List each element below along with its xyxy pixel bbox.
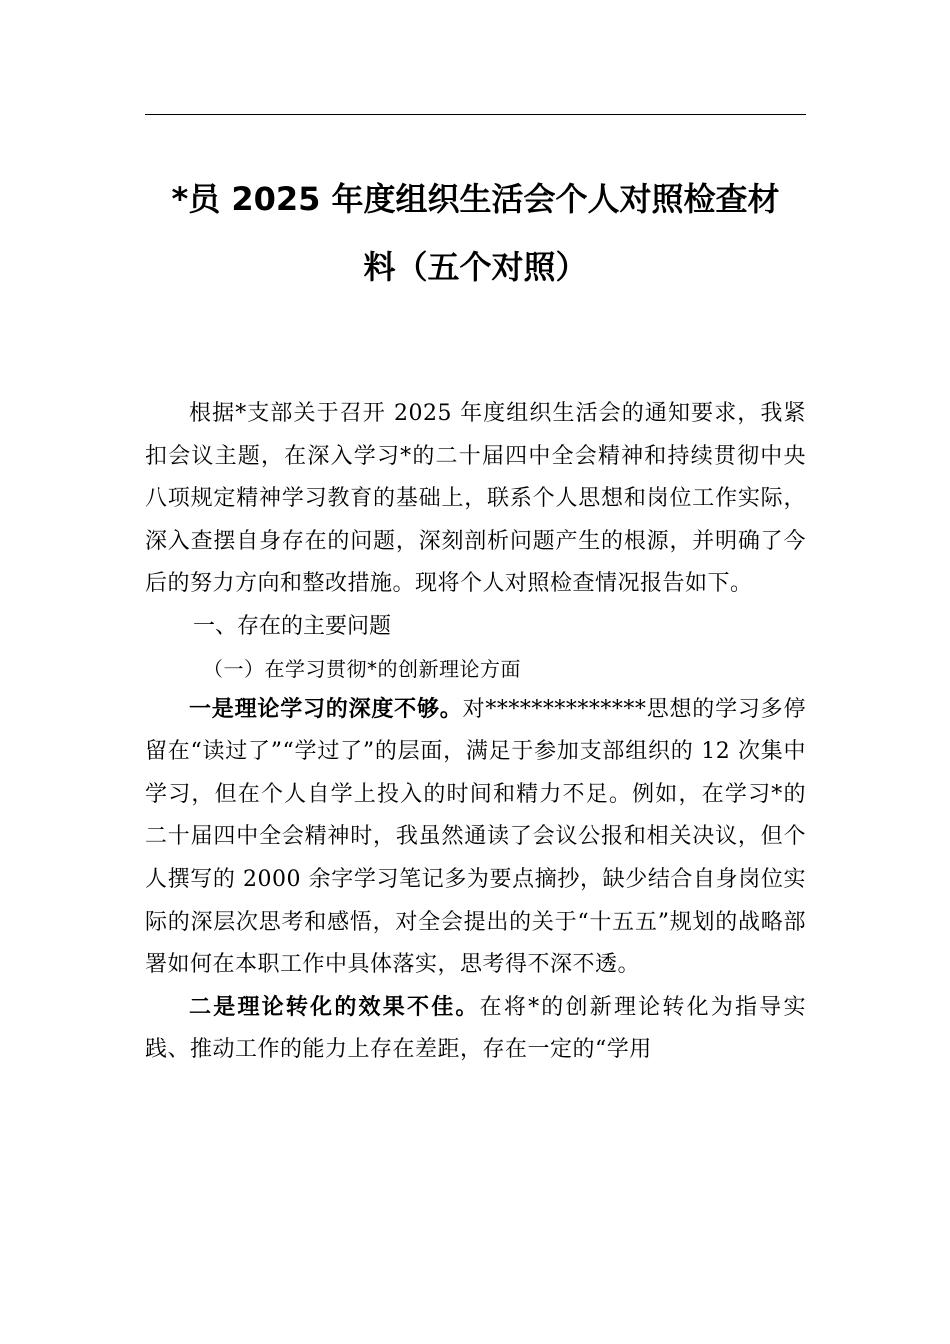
point-1-text: 对**************思想的学习多停留在“读过了”“学过了”的层面，满足于参加支部组织的 12 次集中学习，但在个人自学上投入的时间和精力不足。例如，在学习*的二十届四中全会精神时，我虽然通读了会议公报和相关决议，但个人撰写的 2000 余字学习笔记多为要点摘抄，缺少结合自身岗位实际的深层次思考和感悟，对全会提出的关于“十五五”规划的战略部署如何在本职工作中具体落实，思考得不深不透。 bbox=[145, 696, 806, 978]
section-heading: 一、存在的主要问题 bbox=[193, 613, 392, 639]
point-1-paragraph bbox=[145, 689, 806, 987]
point-1-lead: 一是理论学习的深度不够。 bbox=[189, 696, 463, 722]
document-body bbox=[145, 393, 806, 1072]
point-2-paragraph bbox=[145, 987, 806, 1072]
subsection-heading: （一）在学习贯彻*的创新理论方面 bbox=[203, 656, 521, 681]
document-title bbox=[145, 165, 806, 301]
point-2-text: 在将*的创新理论转化为指导实践、推动工作的能力上存在差距，存在一定的“学用 bbox=[145, 994, 806, 1063]
title-line-1: *员 2025 年度组织生活会个人对照检查材 bbox=[171, 180, 780, 218]
point-2-lead: 二是理论转化的效果不佳。 bbox=[189, 994, 480, 1020]
title-line-2: 料（五个对照） bbox=[363, 248, 588, 286]
intro-paragraph: 根据*支部关于召开 2025 年度组织生活会的通知要求，我紧扣会议主题，在深入学习*的二十届四中全会精神和持续贯彻中央八项规定精神学习教育的基础上，联系个人思想和岗位工作实际，深入查摆自身存在的问题，深刻剖析问题产生的根源，并明确了今后的努力方向和整改措施。现将个人对照检查情况报告如下。 bbox=[145, 401, 806, 597]
header-divider bbox=[145, 114, 806, 115]
